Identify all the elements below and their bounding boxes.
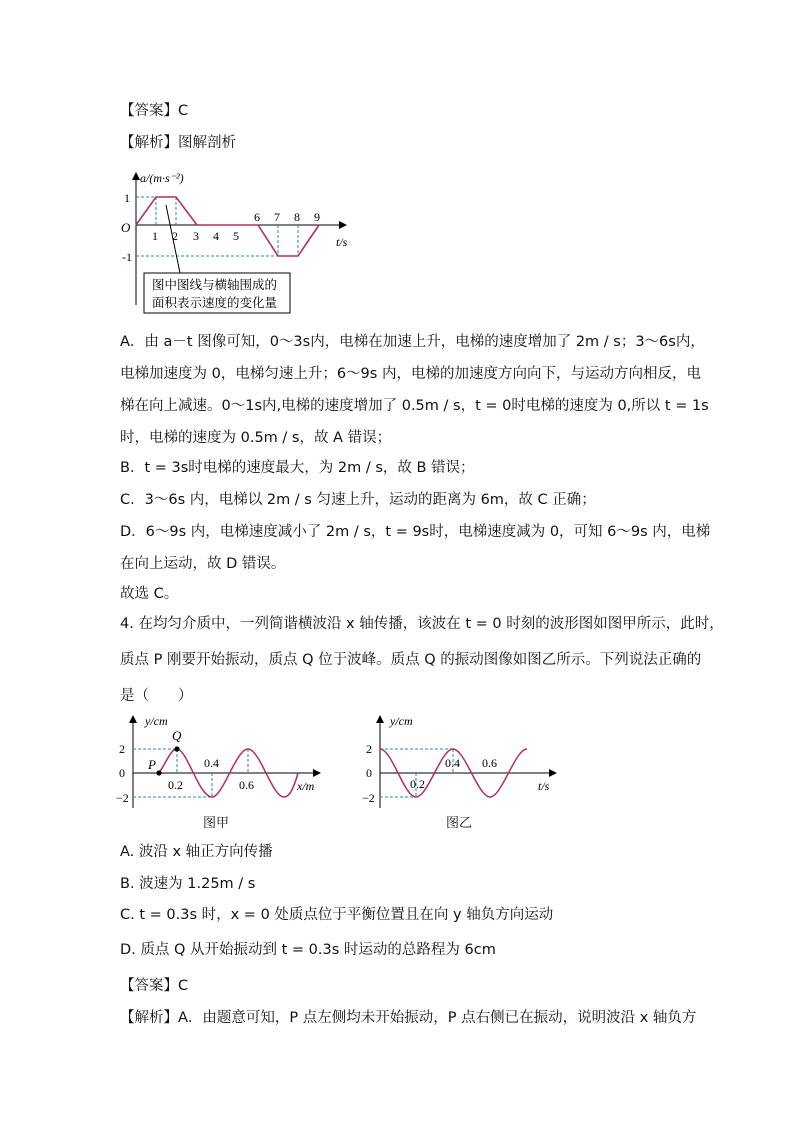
q4-stem-line1: 4. 在均匀介质中，一列简谐横波沿 x 轴传播，该波在 t = 0 时刻的波形图如图甲所示，此时，: [120, 616, 724, 632]
point-p-label: P: [148, 757, 156, 772]
at-xtick-3: 3: [193, 229, 199, 243]
q4-option-c: C. t = 0.3s 时，x = 0 处质点位于平衡位置且在向 y 轴负方向运动: [120, 907, 554, 923]
at-note-line2: 面积表示速度的变化量: [152, 295, 278, 310]
q4-stem-line3: 是（ ）: [120, 688, 193, 704]
vibration-graph-yi: [358, 712, 563, 812]
answer-tag-2: 【答案】: [120, 978, 178, 994]
point-q-dot: [174, 746, 179, 751]
option-a-line1: A．由 a－t 图像可知，0～3s内，电梯在加速上升，电梯的速度增加了 2m / s；3～6s内，: [120, 334, 705, 350]
jia-xtick-02: 0.2: [168, 778, 183, 792]
q4-option-b: B. 波速为 1.25m / s: [120, 876, 256, 892]
yi-xlabel: t/s: [538, 779, 550, 793]
option-c-line: C．3～6s 内，电梯以 2m / s 匀速上升，运动的距离为 6m，故 C 正确；: [120, 492, 596, 508]
at-xtick-5: 5: [233, 229, 239, 243]
q4-option-d: D. 质点 Q 从开始振动到 t = 0.3s 时运动的总路程为 6cm: [120, 942, 496, 958]
jia-ytick-2: 2: [119, 742, 125, 756]
analysis-text-2: A．由题意可知，P 点左侧均未开始振动，P 点右侧已在振动，说明波沿 x 轴负方: [178, 1010, 697, 1026]
at-xtick-4: 4: [213, 229, 219, 243]
analysis-title: 图解剖析: [178, 135, 236, 151]
option-d-line2: 在向上运动，故 D 错误。: [120, 556, 286, 572]
at-ytick-neg1: -1: [122, 250, 132, 264]
analysis-tag-2: 【解析】: [120, 1010, 178, 1026]
at-origin: O: [121, 220, 131, 235]
at-xtick-6: 6: [254, 210, 260, 224]
yi-ytick-0: 0: [366, 766, 372, 780]
q4-stem-line2: 质点 P 刚要开始振动，质点 Q 位于波峰。质点 Q 的振动图像如图乙所示。下列说法正确的: [120, 652, 702, 668]
at-note-line1: 图中图线与横轴围成的: [152, 277, 278, 292]
option-a-line3: 梯在向上减速。0～1s内,电梯的速度增加了 0.5m / s，t = 0时电梯的速度为 0,所以 t = 1s: [120, 398, 709, 414]
at-xtick-1: 1: [152, 229, 158, 243]
choose-line: 故选 C。: [120, 586, 179, 602]
option-a-line4: 时，电梯的速度为 0.5m / s，故 A 错误；: [120, 430, 392, 446]
point-q-label: Q: [172, 728, 182, 743]
analysis-line: [120, 133, 236, 153]
option-a-line2: 电梯加速度为 0，电梯匀速上升；6～9s 内，电梯的加速度方向向下，与运动方向相反，电: [120, 366, 701, 382]
jia-xlabel: x/m: [297, 779, 315, 793]
point-p-dot: [156, 770, 161, 775]
jia-ytick-0: 0: [119, 766, 125, 780]
answer-tag: 【答案】: [120, 103, 178, 119]
yi-ylabel: y/cm: [390, 714, 413, 728]
jia-ytick-neg2: −2: [116, 791, 129, 805]
yi-ytick-neg2: −2: [362, 791, 375, 805]
yi-xtick-02: 0.2: [410, 777, 425, 791]
acceleration-time-graph: [110, 165, 370, 320]
at-xtick-8: 8: [294, 210, 300, 224]
at-xtick-2: 2: [172, 229, 178, 243]
answer-value-2: C: [178, 978, 189, 994]
analysis-tag: 【解析】: [120, 135, 178, 151]
option-d-line1: D．6～9s 内，电梯速度减小了 2m / s，t = 9s时，电梯速度减为 0，可知 6～9s 内，电梯: [120, 524, 711, 540]
answer-value: C: [178, 103, 189, 119]
caption-yi: 图乙: [446, 816, 473, 831]
at-xtick-7: 7: [274, 210, 280, 224]
yi-xtick-04: 0.4: [445, 756, 460, 770]
at-xtick-9: 9: [314, 210, 320, 224]
wave-graph-jia: [115, 712, 325, 812]
at-ytick-1: 1: [124, 191, 130, 205]
q4-option-a: A. 波沿 x 轴正方向传播: [120, 844, 273, 860]
at-ylabel: a/(m·s⁻²): [140, 171, 184, 185]
option-b-line: B．t = 3s时电梯的速度最大，为 2m / s，故 B 错误；: [120, 460, 475, 476]
jia-ylabel: y/cm: [145, 714, 168, 728]
caption-jia: 图甲: [203, 816, 230, 831]
at-curve: [136, 197, 319, 256]
yi-ytick-2: 2: [366, 742, 372, 756]
answer-line: [120, 101, 188, 121]
jia-xtick-04: 0.4: [204, 756, 219, 770]
at-xlabel: t/s: [336, 235, 348, 249]
answer-line-2: [120, 976, 188, 996]
yi-xtick-06: 0.6: [482, 756, 497, 770]
jia-xtick-06: 0.6: [239, 778, 254, 792]
analysis-line-2: [120, 1008, 696, 1028]
